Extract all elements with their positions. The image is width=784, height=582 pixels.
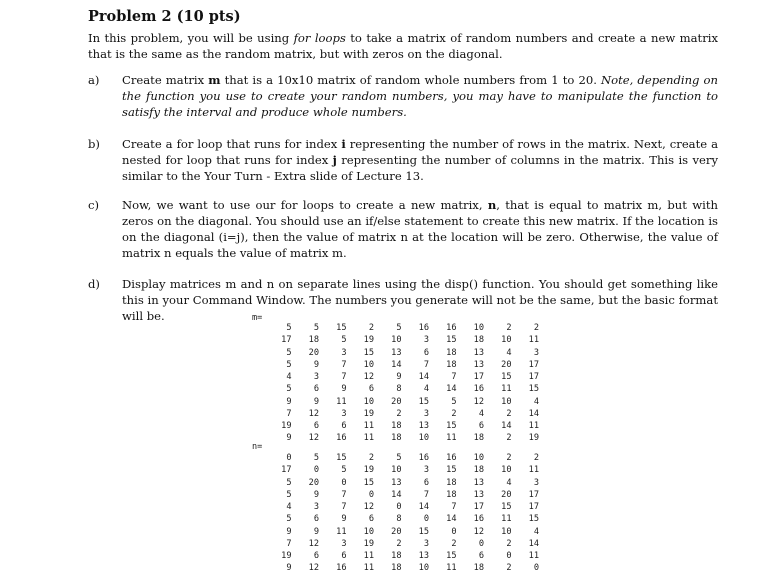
matrix-m-cell: 9 [286, 433, 292, 444]
matrix-m-cell: 14 [391, 359, 402, 370]
matrix-m-cell: 8 [396, 384, 402, 395]
item-d-text [122, 276, 718, 324]
matrix-n-cell: 20 [391, 526, 402, 537]
matrix-m-cell: 10 [391, 335, 402, 346]
matrix-n-cell: 3 [313, 502, 319, 512]
matrix-m-cell: 20 [308, 347, 319, 358]
matrix-n-cell: 18 [391, 563, 402, 574]
matrix-m-cell: 16 [336, 433, 347, 444]
matrix-n-cell: 11 [528, 465, 539, 476]
matrix-n-cell: 18 [473, 563, 484, 574]
matrix-m-cell: 7 [286, 408, 292, 419]
matrix-m-cell: 17 [473, 372, 484, 382]
matrix-n-cell: 5 [313, 453, 319, 463]
matrix-m-cell: 4 [506, 347, 512, 358]
matrix-m-row [264, 334, 539, 346]
matrix-n-cell: 7 [286, 538, 292, 549]
matrix-n-cell: 9 [341, 514, 347, 525]
matrix-n-cell: 4 [506, 477, 512, 488]
matrix-n-cell: 16 [473, 514, 484, 525]
matrix-m-cell: 11 [528, 335, 539, 346]
matrix-n-cell: 13 [391, 477, 402, 488]
matrix-m-cell: 14 [418, 372, 429, 382]
matrix-m-row [264, 359, 539, 371]
matrix-n-cell: 12 [473, 526, 484, 537]
matrix-m-cell: 14 [528, 408, 539, 419]
matrix-n-cell: 6 [341, 551, 347, 561]
matrix-n-cell: 12 [308, 563, 319, 574]
matrix-m-cell: 12 [308, 408, 319, 419]
matrix-n-cell: 9 [286, 526, 292, 537]
matrix-m-cell: 5 [286, 384, 292, 395]
item-a-label: a) [88, 73, 100, 87]
matrix-n-cell: 18 [473, 465, 484, 476]
matrix-n-cell: 2 [396, 538, 402, 549]
matrix-m-cell: 2 [451, 408, 457, 419]
matrix-n-cell: 15 [501, 502, 512, 512]
matrix-n-cell: 14 [418, 502, 429, 512]
matrix-m-cell: 6 [478, 421, 484, 431]
matrix-n-cell: 9 [286, 563, 292, 574]
item-a [88, 72, 718, 124]
item-d [88, 276, 718, 323]
matrix-n-cell: 12 [308, 538, 319, 549]
matrix-m-cell: 15 [446, 335, 457, 346]
matrix-n-cell: 5 [286, 477, 292, 488]
matrix-n-cell: 20 [501, 489, 512, 500]
item-a-text-2: that is a 10x10 matrix of random whole numbers from 1 to 20. [220, 73, 601, 87]
matrix-m-cell: 15 [446, 421, 457, 431]
matrix-m-cell: 17 [528, 372, 539, 382]
matrix-m-cell: 11 [501, 384, 512, 395]
item-c-text-1: Now, we want to use our for loops to create a new matrix, [122, 198, 488, 212]
matrix-n-cell: 10 [391, 465, 402, 476]
matrix-n-cell: 5 [341, 465, 347, 476]
matrix-m-cell: 11 [363, 433, 374, 444]
matrix-m-row [264, 371, 539, 383]
matrix-n-cell: 10 [363, 526, 374, 537]
matrix-m-cell: 2 [506, 433, 512, 444]
matrix-m-cell: 6 [368, 384, 374, 395]
matrix-m-cell: 12 [308, 433, 319, 444]
matrix-n-cell: 0 [396, 502, 402, 512]
item-a-text-1: Create matrix [122, 73, 209, 87]
matrix-n-cell: 15 [446, 551, 457, 561]
matrix-n-cell: 5 [286, 489, 292, 500]
matrix-n-row [264, 538, 539, 550]
matrix-n-cell: 18 [446, 489, 457, 500]
matrix-m-cell: 16 [473, 384, 484, 395]
matrix-n-cell: 10 [473, 453, 484, 463]
matrix-m-cell: 3 [423, 408, 429, 419]
matrix-n-cell: 3 [423, 538, 429, 549]
item-c-text [122, 197, 718, 261]
matrix-m-cell: 11 [528, 421, 539, 431]
matrix-n-cell: 10 [501, 526, 512, 537]
matrix-n-cell: 6 [368, 514, 374, 525]
matrix-n-cell: 11 [528, 551, 539, 561]
matrix-n-cell: 0 [451, 526, 457, 537]
matrix-m-cell: 13 [418, 421, 429, 431]
matrix-m-cell: 5 [286, 359, 292, 370]
item-d-label: d) [88, 277, 100, 291]
matrix-m-cell: 10 [418, 433, 429, 444]
matrix-m-row [264, 408, 539, 420]
matrix-m-cell: 10 [501, 396, 512, 407]
matrix-m-cell: 17 [281, 335, 292, 346]
matrix-m-cell: 14 [446, 384, 457, 395]
matrix-m-cell: 10 [363, 396, 374, 407]
matrix-n-cell: 7 [341, 489, 347, 500]
matrix-n-cell: 0 [423, 514, 429, 525]
intro-italic: for loops [293, 31, 346, 45]
matrix-m-cell: 18 [308, 335, 319, 346]
matrix-n-cell: 11 [336, 526, 347, 537]
matrix-m-row [264, 432, 539, 444]
matrix-m-row [264, 420, 539, 432]
matrix-n-cell: 15 [528, 514, 539, 525]
matrix-m-cell: 9 [313, 359, 319, 370]
intro-text-1: In this problem, you will be using [88, 31, 294, 45]
item-b-bold-i: i [341, 137, 346, 151]
matrix-n-cell: 19 [363, 538, 374, 549]
matrix-n-cell: 13 [473, 477, 484, 488]
matrix-n-cell: 0 [478, 538, 484, 549]
matrix-m-cell: 13 [473, 347, 484, 358]
matrix-n-row [264, 513, 539, 525]
intro-text-2: to take a matrix of random numbers and create a new matrix that is the same as the random matrix, but with zeros on the diagonal. [88, 31, 718, 61]
item-a-bold-m: m [208, 73, 221, 87]
matrix-m-cell: 5 [286, 347, 292, 358]
matrix-n-row [264, 477, 539, 489]
matrix-m-cell: 5 [286, 323, 292, 333]
matrix-m-cell: 18 [473, 433, 484, 444]
matrix-n-cell: 8 [396, 514, 402, 525]
matrix-n-cell: 2 [368, 453, 374, 463]
matrix-n-table [264, 452, 539, 575]
matrix-n-row [264, 452, 539, 464]
matrix-n-row [264, 526, 539, 538]
matrix-n-cell: 2 [451, 538, 457, 549]
matrix-m-cell: 9 [396, 372, 402, 382]
matrix-n-cell: 7 [341, 502, 347, 512]
matrix-m-cell: 18 [473, 335, 484, 346]
item-c [88, 197, 718, 265]
matrix-m-cell: 2 [396, 408, 402, 419]
matrix-m-cell: 10 [473, 323, 484, 333]
matrix-n-cell: 9 [313, 489, 319, 500]
matrix-n-cell: 0 [286, 453, 292, 463]
matrix-m-cell: 18 [391, 421, 402, 431]
matrix-n-cell: 6 [478, 551, 484, 561]
matrix-m-table [264, 322, 539, 445]
matrix-m-cell: 11 [446, 433, 457, 444]
matrix-n-cell: 11 [363, 563, 374, 574]
matrix-n-cell: 0 [368, 489, 374, 500]
item-c-text-2: , that is equal to matrix m, but with zeros on the diagonal. You should use an if/else statement to create this new matrix. If the location is on the diagonal (i=j), then the value of matrix n at the location will be zero. Otherwise, the value of matrix n equals the value of matrix m. [122, 198, 718, 260]
matrix-m-cell: 9 [286, 396, 292, 407]
matrix-n-row [264, 501, 539, 513]
matrix-m-row [264, 322, 539, 334]
matrix-n-cell: 16 [336, 563, 347, 574]
matrix-m-cell: 5 [313, 323, 319, 333]
matrix-n-cell: 6 [313, 551, 319, 561]
matrix-m-cell: 4 [423, 384, 429, 395]
matrix-n-cell: 2 [533, 453, 539, 463]
matrix-m-cell: 20 [501, 359, 512, 370]
matrix-n-cell: 2 [506, 538, 512, 549]
matrix-n-cell: 15 [363, 477, 374, 488]
matrix-m-cell: 6 [423, 347, 429, 358]
matrix-m-cell: 10 [501, 335, 512, 346]
matrix-m-cell: 16 [446, 323, 457, 333]
matrix-n-cell: 4 [533, 526, 539, 537]
matrix-n-cell: 14 [391, 489, 402, 500]
matrix-m-cell: 19 [528, 433, 539, 444]
matrix-m-cell: 5 [341, 335, 347, 346]
matrix-n-cell: 15 [336, 453, 347, 463]
item-a-text [122, 72, 718, 120]
matrix-m-row [264, 383, 539, 395]
matrix-m-cell: 16 [418, 323, 429, 333]
matrix-n-cell: 16 [418, 453, 429, 463]
matrix-n-cell: 5 [286, 514, 292, 525]
matrix-n-cell: 17 [281, 465, 292, 476]
matrix-m-cell: 15 [363, 347, 374, 358]
intro-paragraph [88, 30, 718, 62]
problem-title: Problem 2 (10 pts) [88, 8, 241, 25]
matrix-m-cell: 6 [341, 421, 347, 431]
matrix-m-cell: 11 [336, 396, 347, 407]
matrix-m-cell: 15 [528, 384, 539, 395]
item-b-text-3: representing the number of columns in the matrix. This is very similar to the Your Turn - Extra slide of Lecture 13. [122, 153, 718, 183]
matrix-n-cell: 17 [528, 502, 539, 512]
matrix-n-cell: 17 [528, 489, 539, 500]
matrix-n-cell: 0 [506, 551, 512, 561]
matrix-n-cell: 0 [533, 563, 539, 574]
item-b [88, 136, 718, 188]
item-d-text-1: Display matrices m and n on separate lines using the disp() function. You should get something like this in your Command Window. The numbers you generate will not be the same, but the basic format will be. [122, 277, 718, 323]
item-b-text-2: representing the number of rows in the matrix. Next, create a nested for loop that runs for index [122, 137, 719, 167]
matrix-m-cell: 18 [446, 347, 457, 358]
matrix-n-cell: 11 [501, 514, 512, 525]
item-a-note: Note, depending on the function you use to create your random numbers, you may have to manipulate the function to satisfy the interval and produce whole numbers. [122, 73, 718, 119]
matrix-n-cell: 15 [418, 526, 429, 537]
matrix-n-cell: 0 [313, 465, 319, 476]
matrix-n-cell: 15 [446, 465, 457, 476]
matrix-m-cell: 19 [281, 421, 292, 431]
matrix-n-cell: 6 [313, 514, 319, 525]
matrix-m-cell: 15 [501, 372, 512, 382]
matrix-n-cell: 0 [341, 477, 347, 488]
matrix-n-cell: 14 [446, 514, 457, 525]
matrix-m-cell: 7 [423, 359, 429, 370]
matrix-n-cell: 7 [423, 489, 429, 500]
matrix-m-cell: 12 [473, 396, 484, 407]
matrix-n-cell: 16 [446, 453, 457, 463]
matrix-n-cell: 4 [286, 502, 292, 512]
matrix-m-cell: 13 [391, 347, 402, 358]
matrix-n-cell: 13 [473, 489, 484, 500]
item-b-bold-j: j [332, 153, 337, 167]
matrix-m-cell: 5 [396, 323, 402, 333]
matrix-m-cell: 19 [363, 335, 374, 346]
matrix-m-cell: 2 [533, 323, 539, 333]
matrix-m-cell: 7 [341, 372, 347, 382]
matrix-m-cell: 6 [313, 421, 319, 431]
matrix-n-cell: 14 [528, 538, 539, 549]
matrix-n-row [264, 489, 539, 501]
matrix-m-cell: 2 [368, 323, 374, 333]
matrix-m-cell: 3 [341, 347, 347, 358]
matrix-m-cell: 9 [341, 384, 347, 395]
item-c-label: c) [88, 198, 100, 212]
matrix-m-cell: 3 [341, 408, 347, 419]
matrix-m-row [264, 396, 539, 408]
matrix-m-cell: 15 [418, 396, 429, 407]
matrix-m-cell: 5 [451, 396, 457, 407]
matrix-n-cell: 6 [423, 477, 429, 488]
matrix-m-cell: 3 [423, 335, 429, 346]
item-b-label: b) [88, 137, 100, 151]
matrix-m-cell: 4 [478, 408, 484, 419]
matrix-m-cell: 4 [286, 372, 292, 382]
matrix-m-cell: 2 [506, 408, 512, 419]
matrix-n-cell: 3 [341, 538, 347, 549]
matrix-m-cell: 12 [363, 372, 374, 382]
matrix-n-cell: 18 [391, 551, 402, 561]
matrix-m-cell: 17 [528, 359, 539, 370]
matrix-m-row [264, 347, 539, 359]
matrix-m-cell: 7 [451, 372, 457, 382]
item-b-text [122, 136, 718, 184]
matrix-n-cell: 13 [418, 551, 429, 561]
matrix-n-cell: 20 [308, 477, 319, 488]
matrix-n-cell: 7 [451, 502, 457, 512]
matrix-m-cell: 15 [336, 323, 347, 333]
matrix-n-cell: 3 [423, 465, 429, 476]
matrix-m-cell: 4 [533, 396, 539, 407]
matrix-m-cell: 7 [341, 359, 347, 370]
item-b-text-1: Create a for loop that runs for index [122, 137, 342, 151]
matrix-m-cell: 13 [473, 359, 484, 370]
matrix-m-cell: 19 [363, 408, 374, 419]
matrix-m-cell: 9 [313, 396, 319, 407]
matrix-m-cell: 3 [533, 347, 539, 358]
matrix-m-label: m= [252, 313, 263, 323]
matrix-n-cell: 10 [418, 563, 429, 574]
matrix-n-label: n= [252, 442, 263, 452]
matrix-n-cell: 17 [473, 502, 484, 512]
matrix-n-cell: 3 [533, 477, 539, 488]
matrix-n-cell: 12 [363, 502, 374, 512]
matrix-n-cell: 2 [506, 563, 512, 574]
matrix-n-cell: 19 [281, 551, 292, 561]
matrix-n-row [264, 562, 539, 574]
matrix-n-cell: 10 [501, 465, 512, 476]
matrix-n-row [264, 550, 539, 562]
matrix-m-cell: 20 [391, 396, 402, 407]
matrix-m-cell: 11 [363, 421, 374, 431]
matrix-n-cell: 11 [363, 551, 374, 561]
matrix-n-cell: 18 [446, 477, 457, 488]
matrix-m-cell: 10 [363, 359, 374, 370]
matrix-m-cell: 6 [313, 384, 319, 395]
matrix-n-cell: 5 [396, 453, 402, 463]
matrix-n-cell: 19 [363, 465, 374, 476]
matrix-n-cell: 11 [446, 563, 457, 574]
matrix-n-row [264, 464, 539, 476]
matrix-n-cell: 2 [506, 453, 512, 463]
matrix-m-cell: 2 [506, 323, 512, 333]
matrix-m-cell: 14 [501, 421, 512, 431]
matrix-m-cell: 18 [391, 433, 402, 444]
matrix-m-cell: 18 [446, 359, 457, 370]
item-c-bold-n: n [487, 198, 497, 212]
matrix-n-cell: 9 [313, 526, 319, 537]
matrix-m-cell: 3 [313, 372, 319, 382]
